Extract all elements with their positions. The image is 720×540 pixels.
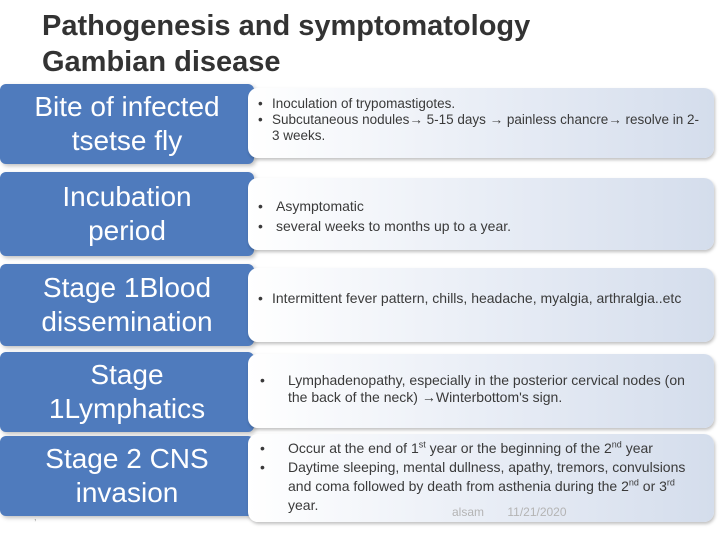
bullet-item: • several weeks to months up to a year. (258, 218, 512, 234)
slide-title-line-2: Gambian disease (42, 46, 281, 78)
footer-date: 11/21/2020 (507, 505, 567, 519)
bullet-list (248, 178, 714, 236)
stage-detail-box-bite (248, 88, 714, 158)
bullet-item: • Daytime sleeping, mental dullness, apathy, tremors, convulsions and coma followed by death from asthenia during the 2nd or 3rd year. (260, 459, 686, 513)
stage-label-box-lymphatics (0, 352, 254, 432)
stage-label-blood-dissemination: Stage 1Blood dissemination (41, 272, 213, 337)
stage-detail-box-lymphatics (248, 354, 714, 428)
bullet-item: • Inoculation of trypomastigotes. (258, 96, 456, 111)
slide-marker: , (34, 512, 37, 522)
stage-label-box-incubation (0, 172, 254, 256)
stage-detail-box-incubation (248, 178, 714, 250)
bullet-list (248, 268, 714, 306)
stage-label-box-bite (0, 84, 254, 164)
slide-title-line-1: Pathogenesis and symptomatology (42, 10, 531, 42)
bullet-dot: • (260, 459, 265, 475)
bullet-item: • Intermittent fever pattern, chills, headache, myalgia, arthralgia..etc (258, 290, 682, 306)
stage-detail-box-blood-dissemination (248, 268, 714, 342)
bullet-dot: • (258, 290, 263, 306)
bullet-dot: • (258, 112, 263, 127)
slide-title (42, 8, 682, 80)
stage-label-box-cns-invasion (0, 436, 254, 516)
bullet-list (248, 88, 714, 144)
bullet-dot: • (260, 440, 265, 456)
bullet-item: • Occur at the end of 1st year or the beginning of the 2nd year (260, 439, 653, 456)
bullet-dot: • (258, 218, 263, 234)
stage-label-cns-invasion: Stage 2 CNS invasion (45, 443, 209, 508)
bullet-dot: • (260, 372, 265, 388)
bullet-dot: • (258, 96, 263, 111)
stage-label-box-blood-dissemination (0, 264, 254, 346)
stage-label-bite: Bite of infected tsetse fly (34, 91, 220, 156)
footer-author: alsam (452, 505, 485, 519)
bullet-item: • Lymphadenopathy, especially in the posterior cervical nodes (on the back of the neck) →Winterbottom's sign. (260, 372, 685, 405)
bullet-item: • Asymptomatic (258, 198, 364, 214)
stage-label-lymphatics: Stage 1Lymphatics (48, 359, 206, 424)
bullet-list (248, 354, 714, 406)
slide-footer (452, 505, 567, 519)
bullet-dot: • (258, 198, 263, 214)
stage-label-incubation: Incubation period (62, 181, 192, 246)
bullet-list (248, 434, 714, 515)
bullet-item: • Subcutaneous nodules→ 5-15 days → painless chancre→ resolve in 2-3 weeks. (258, 112, 699, 143)
